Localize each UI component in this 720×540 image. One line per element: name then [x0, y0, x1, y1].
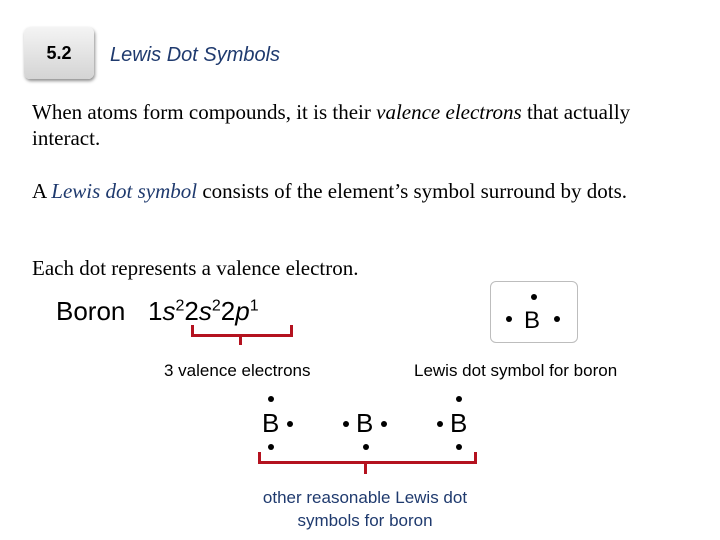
electron-dot — [363, 444, 369, 450]
config-subshell: s — [162, 296, 176, 326]
alternatives-caption — [230, 486, 500, 532]
element-name: Boron — [56, 296, 126, 326]
alternatives-bracket-tick — [364, 463, 367, 474]
paragraph-lewis-definition — [32, 178, 692, 204]
element-symbol: B — [450, 408, 468, 438]
paragraph-valence — [32, 99, 692, 151]
config-subshell: s — [198, 296, 212, 326]
paragraph-text: consists of the element’s symbol surround by dots. — [197, 179, 627, 203]
valence-bracket — [191, 325, 293, 337]
electron-dot — [381, 421, 387, 427]
electron-dot — [531, 294, 537, 300]
section-number-badge — [24, 27, 94, 79]
valence-bracket-tick — [239, 336, 242, 345]
valence-electrons-label: 3 valence electrons — [164, 361, 311, 380]
alternatives-bracket — [258, 452, 477, 464]
config-coefficient: 2 — [184, 296, 199, 326]
caption-line: symbols for boron — [297, 511, 433, 530]
emphasis-lewis-dot-symbol: Lewis dot symbol — [51, 179, 198, 203]
electron-dot — [456, 444, 462, 450]
element-symbol: B — [262, 408, 280, 438]
electron-dot — [343, 421, 349, 427]
electron-configuration — [148, 296, 259, 327]
lewis-symbol-label: Lewis dot symbol for boron — [414, 361, 618, 380]
electron-dot — [287, 421, 293, 427]
config-exponent: 2 — [211, 297, 221, 315]
page-title: Lewis Dot Symbols — [110, 44, 281, 66]
lewis-symbol-box — [490, 281, 578, 343]
electron-dot — [268, 396, 274, 402]
config-subshell: p — [235, 296, 250, 326]
config-coefficient: 2 — [220, 296, 236, 326]
electron-dot — [456, 396, 462, 402]
config-exponent: 1 — [249, 297, 259, 315]
electron-dot — [268, 444, 274, 450]
emphasis-valence-electrons: valence electrons — [376, 100, 522, 124]
config-exponent: 2 — [175, 297, 185, 315]
paragraph-dot-meaning: Each dot represents a valence electron. — [32, 256, 359, 280]
section-number: 5.2 — [46, 42, 72, 63]
paragraph-text: A — [32, 179, 52, 203]
caption-line: other reasonable Lewis dot — [262, 488, 468, 507]
paragraph-text: When atoms form compounds, it is their — [32, 100, 377, 124]
electron-dot — [437, 421, 443, 427]
element-symbol: B — [524, 307, 541, 334]
element-symbol: B — [356, 408, 374, 438]
config-coefficient: 1 — [148, 296, 163, 326]
electron-dot — [554, 316, 560, 322]
electron-dot — [506, 316, 512, 322]
paragraph-text: that actually interact. — [32, 100, 631, 150]
